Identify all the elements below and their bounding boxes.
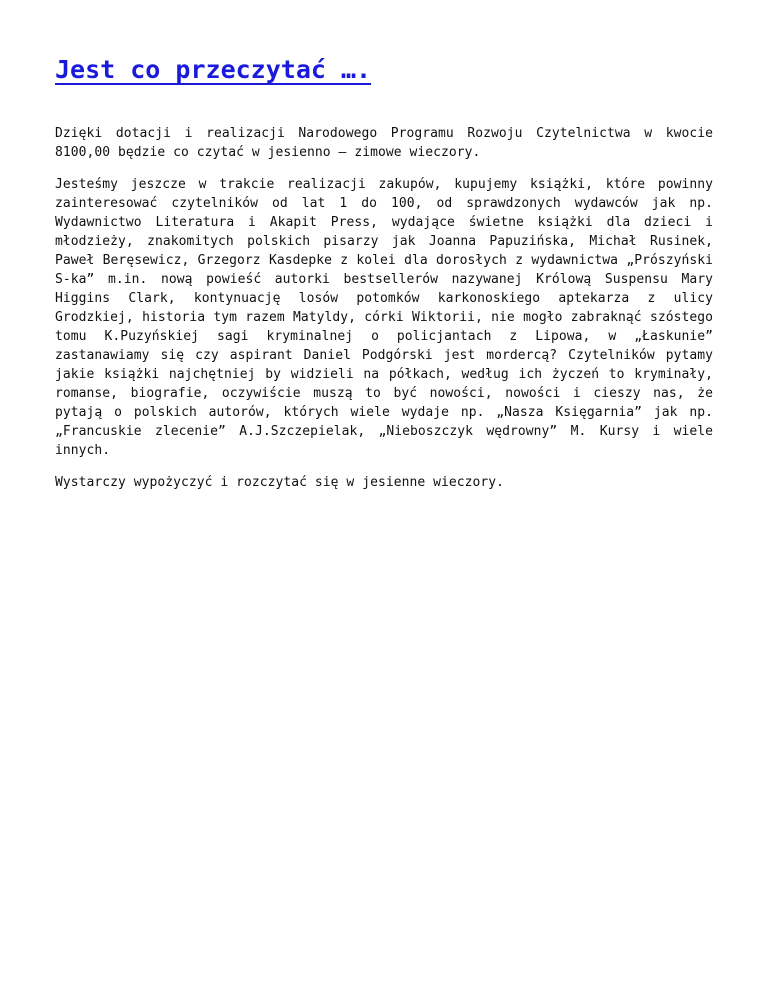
article-paragraph-body: Jesteśmy jeszcze w trakcie realizacji zakupów, kupujemy książki, które powinny zainteresować czytelników od lat 1 do 100, od sprawdzonych wydawców jak np. Wydawnictwo Literatura i Akapit Press, wydające świetne książki dla dzieci i młodzieży, znakomitych polskich pisarzy jak Joanna Papuzińska, Michał Rusinek, Paweł Beręsewicz, Grzegorz Kasdepke z kolei dla dorosłych z wydawnictwa „Prószyński S-ka” m.in. nową powieść autorki bestsellerów nazywanej Królową Suspensu Mary Higgins Clark, kontynuację losów potomków karkonoskiego aptekarza z ulicy Grodzkiej, historia tym razem Matyldy, córki Wiktorii, nie mogło zabraknąć szóstego tomu K.Puzyńskiej sagi kryminalnej o policjantach z Lipowa, w „Łaskunie” zastanawiamy się czy aspirant Daniel Podgórski jest mordercą? Czytelników pytamy jakie książki najchętniej by widzieli na półkach, według ich życzeń to kryminały, romanse, biografie, oczywiście muszą to być nowości, nowości i cieszy nas, że pytają o polskich autorów, których wiele wydaje np. „Nasza Księgarnia” jak np. „Francuskie zlecenie” A.J.Szczepielak, „Nieboszczyk wędrowny” M. Kursy i wiele innych. — [55, 177, 713, 458]
article-paragraph-closing: Wystarczy wypożyczyć i rozczytać się w jesienne wieczory. — [55, 475, 504, 490]
article — [55, 50, 713, 505]
article-paragraph-intro: Dzięki dotacji i realizacji Narodowego Programu Rozwoju Czytelnictwa w kwocie 8100,00 będzie co czytać w jesienno – zimowe wieczory. — [55, 126, 713, 160]
article-title-link[interactable]: Jest co przeczytać …. — [55, 55, 372, 84]
